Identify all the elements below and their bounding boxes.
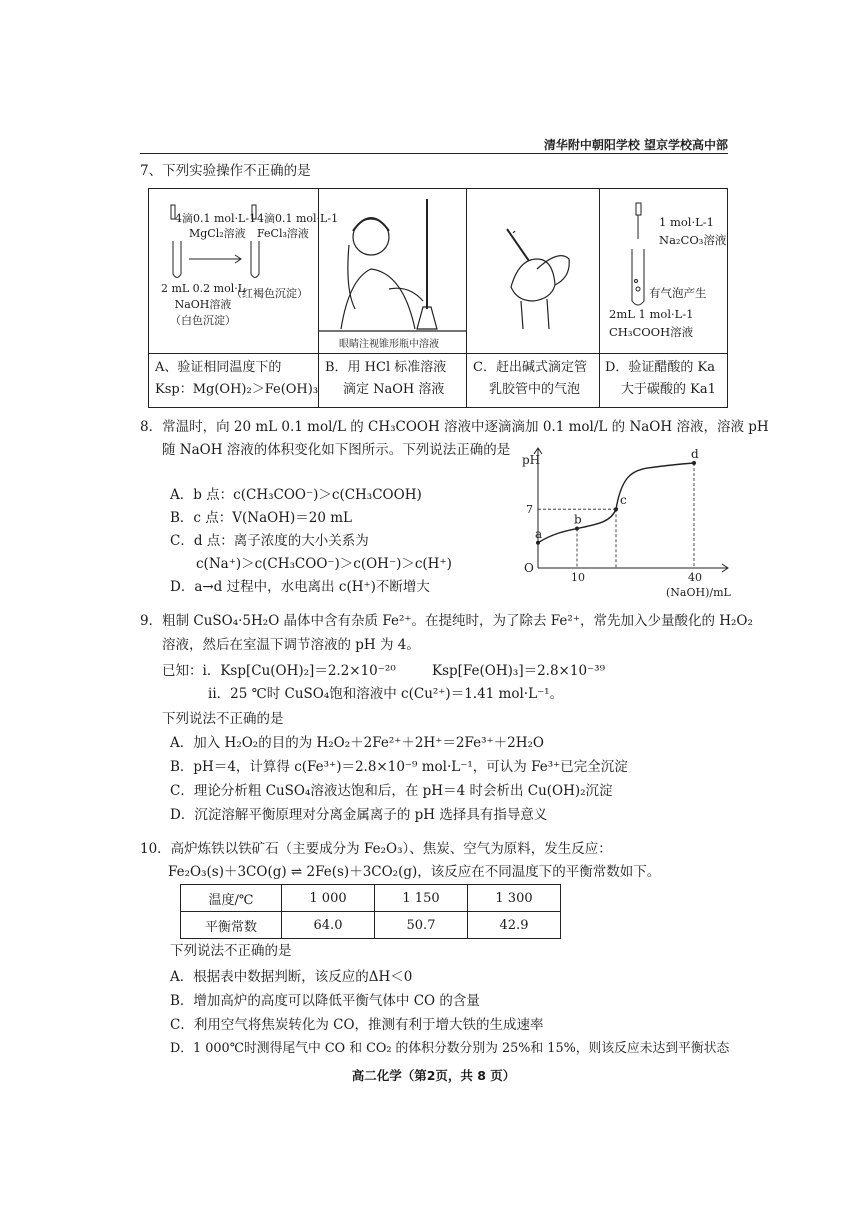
option-c-caption: 乳胶管中的气泡 <box>489 382 581 397</box>
q9-option-c: C．理论分析粗 CuSO₄溶液达饱和后，在 pH＝4 时会析出 Cu(OH)₂沉淀 <box>170 783 613 799</box>
hand-icon <box>511 259 555 301</box>
flask-icon <box>417 307 437 329</box>
equilibrium-constant-table <box>180 884 561 939</box>
q10-equation: Fe₂O₃(s)＋3CO(g) ⇌ 2Fe(s)＋3CO₂(g)，该反应在不同温度下的平衡常数如下。 <box>168 864 661 880</box>
table-cell: 1 300 <box>468 885 561 912</box>
grid-divider <box>149 353 727 354</box>
q9-option-b: B．pH＝4，计算得 c(Fe³⁺)＝2.8×10⁻⁹ mol·L⁻¹，可认为 Fe³⁺已完全沉淀 <box>170 759 628 775</box>
point-c <box>614 507 618 511</box>
reagent-label: MgCl₂溶液 <box>189 227 246 240</box>
q9-known-1: 已知：i．Ksp[Cu(OH)₂]＝2.2×10⁻²⁰ <box>162 663 396 679</box>
point-label-a: a <box>535 526 543 541</box>
q8-option-c: C．d 点：离子浓度的大小关系为 <box>170 533 369 549</box>
q7-figure-grid <box>148 188 728 408</box>
table-cell: 1 150 <box>375 885 468 912</box>
titration-illustration <box>319 189 466 353</box>
q9-question: 下列说法不正确的是 <box>162 711 284 727</box>
point-d <box>692 461 696 465</box>
q8-stem: 随 NaOH 溶液的体积变化如下图所示。下列说法正确的是 <box>162 442 511 458</box>
option-b-caption: 滴定 NaOH 溶液 <box>343 382 445 397</box>
test-tube-icon <box>251 241 259 278</box>
y-axis-label: pH <box>522 453 541 467</box>
point-label-b: b <box>574 512 582 527</box>
option-a-caption: Ksp：Mg(OH)₂＞Fe(OH)₃ <box>155 382 319 397</box>
option-d-caption: 大于碳酸的 Ka1 <box>621 382 716 397</box>
tube-label: （白色沉淀） <box>170 314 236 327</box>
q9-stem: 9．粗制 CuSO₄·5H₂O 晶体中含有杂质 Fe²⁺。在提纯时，为了除去 Fe²⁺，常先加入少量酸化的 H₂O₂ <box>140 613 753 629</box>
q7-stem: 7、下列实验操作不正确的是 <box>140 163 311 179</box>
body-icon <box>341 269 415 329</box>
table-cell: 64.0 <box>282 912 375 939</box>
tube-label: 2mL 1 mol·L-1 <box>609 307 694 321</box>
precipitate-label: （红褐色沉淀） <box>231 287 308 300</box>
dropper-icon <box>636 203 641 215</box>
q8-option-c-detail: c(Na⁺)＞c(CH₃COO⁻)＞c(OH⁻)＞c(H⁺) <box>196 556 452 572</box>
test-tube-icon <box>632 249 644 305</box>
option-d-caption: D．验证醋酸的 Ka <box>605 360 716 375</box>
point-b <box>575 527 579 531</box>
header-rule <box>140 153 728 154</box>
reagent-label: 4滴0.1 mol·L-1 <box>175 212 257 225</box>
q9-stem: 溶液，然后在室温下调节溶液的 pH 为 4。 <box>162 637 420 653</box>
table-row <box>181 912 561 939</box>
option-b-caption: B．用 HCl 标准溶液 <box>325 360 447 375</box>
table-cell: 42.9 <box>468 912 561 939</box>
q8-option-d: D．a→d 过程中，水电离出 c(H⁺)不断增大 <box>170 579 430 595</box>
option-a-caption: A、验证相同温度下的 <box>155 360 282 375</box>
q10-question: 下列说法不正确的是 <box>170 943 292 959</box>
observation-note: 眼睛注视锥形瓶中溶液 <box>339 339 439 350</box>
x-tick-label: 40 <box>688 571 702 584</box>
q8-option-a: A．b 点：c(CH₃COO⁻)＞c(CH₃COOH) <box>170 487 422 503</box>
q10-option-d: D．1 000℃时测得尾气中 CO 和 CO₂ 的体积分数分别为 25%和 15%，则该反应未达到平衡状态 <box>170 1041 730 1056</box>
q8-option-b: B．c 点：V(NaOH)＝20 mL <box>170 510 352 526</box>
titration-curve-chart <box>516 442 736 602</box>
burette-bubble-illustration <box>467 189 599 353</box>
page-footer: 高二化学（第2页，共 8 页） <box>351 1068 516 1083</box>
reagent-label: FeCl₃溶液 <box>257 227 309 240</box>
option-c-caption: C．赶出碱式滴定管 <box>473 360 587 375</box>
q9-option-a: A．加入 H₂O₂的目的为 H₂O₂＋2Fe²⁺＋2H⁺＝2Fe³⁺＋2H₂O <box>170 735 544 751</box>
reagent-label: 1 mol·L-1 <box>659 215 714 229</box>
y-tick-label: 7 <box>526 503 533 517</box>
bubble-label: 有气泡产生 <box>649 286 707 300</box>
table-cell: 1 000 <box>282 885 375 912</box>
point-a <box>536 541 540 545</box>
origin-label: O <box>524 561 534 575</box>
table-row <box>181 885 561 912</box>
q10-stem: 10．高炉炼铁以铁矿石（主要成分为 Fe₂O₃）、焦炭、空气为原料，发生反应： <box>140 841 612 857</box>
table-cell: 平衡常数 <box>181 912 282 939</box>
table-cell: 温度/℃ <box>181 885 282 912</box>
q10-option-a: A．根据表中数据判断，该反应的ΔH＜0 <box>170 969 413 985</box>
point-label-d: d <box>691 447 699 461</box>
q10-option-c: C．利用空气将焦炭转化为 CO，推测有利于增大铁的生成速率 <box>170 1017 544 1033</box>
test-tube-icon <box>173 241 181 278</box>
q9-option-d: D．沉淀溶解平衡原理对分离金属离子的 pH 选择具有指导意义 <box>170 807 548 823</box>
reagent-label: Na₂CO₃溶液 <box>659 233 727 247</box>
x-tick-label: 10 <box>571 571 585 584</box>
table-cell: 50.7 <box>375 912 468 939</box>
tube-label: CH₃COOH溶液 <box>609 325 694 339</box>
q9-known-2: ii．25 ℃时 CuSO₄饱和溶液中 c(Cu²⁺)＝1.41 mol·L⁻¹。 <box>208 686 564 702</box>
q9-known-1b: Ksp[Fe(OH)₃]＝2.8×10⁻³⁹ <box>432 663 606 679</box>
q10-option-b: B．增加高炉的高度可以降低平衡气体中 CO 的含量 <box>170 993 480 1009</box>
reagent-label: 4滴0.1 mol·L-1 <box>257 212 339 225</box>
q8-stem: 8．常温时，向 20 mL 0.1 mol/L 的 CH₃COOH 溶液中逐滴滴加 0.1 mol/L 的 NaOH 溶液，溶液 pH <box>140 419 769 435</box>
point-label-c: c <box>620 493 627 508</box>
x-axis-label: (NaOH)/mL <box>666 586 731 599</box>
school-header: 清华附中朝阳学校 望京学校高中部 <box>543 138 728 152</box>
tube-label: 2 mL 0.2 mol·L <box>160 282 246 295</box>
tube-label: NaOH溶液 <box>174 298 232 311</box>
